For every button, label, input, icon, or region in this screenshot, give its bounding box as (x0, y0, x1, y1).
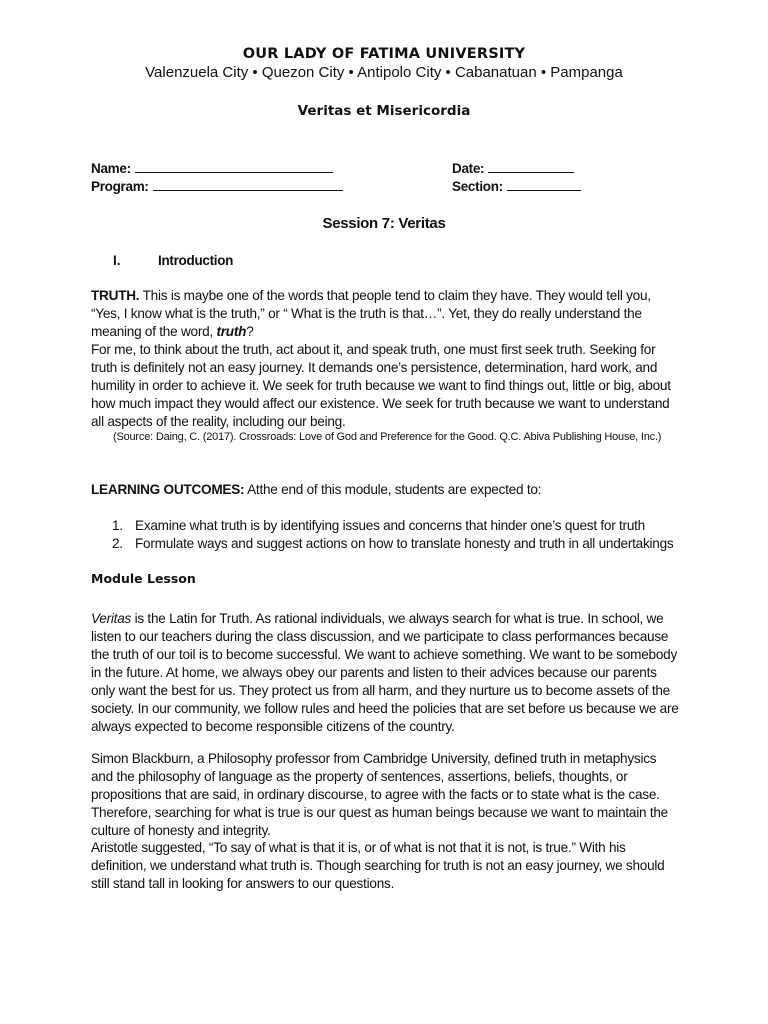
session-title: Session 7: Veritas (322, 215, 446, 232)
veritas-text: is the Latin for Truth. As rational individuals, we always search for what is true. In school, we listen to our teachers during the class discussion, and we participate to class performances because the truth of our toil is to become successful. We want to achieve something. We want to be somebody in the future. At home, we always obey our parents and listen to their advices because our parents only want the best for us. They protect us from all harm, and they nurture us to become assets of the society. In our community, we follow rules and heed the policies that are set before us because we are always expected to become responsible citizens of the country. (91, 611, 679, 734)
list-item (91, 517, 691, 535)
intro-number: I. (113, 253, 121, 268)
date-label: Date: (452, 161, 485, 176)
campus-list: Valenzuela City • Quezon City • Antipolo City • Cabanatuan • Pampanga (145, 64, 623, 81)
outcome-number: 2. (112, 536, 123, 551)
veritas-emphasis: Veritas (91, 611, 132, 626)
list-item (91, 535, 691, 553)
learning-outcomes-lead: Atthe end of this module, students are expected to: (244, 482, 542, 497)
program-field (91, 178, 343, 194)
blackburn-paragraph: Simon Blackburn, a Philosophy professor from Cambridge University, defined truth in metaphysics and the philosophy of language as the property of sentences, assertions, beliefs, thoughts, or propositions that are said, in ordinary discourse, to agree with the facts or to state what is the case. Therefore, searching for what is true is our quest as human beings because we want to maintain the culture of honesty and integrity. (91, 751, 668, 838)
module-lesson-title: Module Lesson (91, 571, 196, 586)
section-label: Section: (452, 179, 503, 194)
university-name: OUR LADY OF FATIMA UNIVERSITY (242, 46, 526, 62)
truth-emphasis: truth (216, 324, 247, 339)
outcome-text: Examine what truth is by identifying issues and concerns that hinder one’s quest for truth (135, 518, 645, 533)
date-field (452, 160, 574, 176)
truth-text-2: ? (246, 324, 254, 339)
name-label: Name: (91, 161, 131, 176)
learning-outcomes-list (91, 517, 691, 553)
truth-lead: TRUTH. (91, 288, 140, 303)
veritas-paragraph (91, 610, 681, 736)
name-field (91, 160, 333, 176)
university-motto: Veritas et Misericordia (297, 103, 471, 119)
learning-outcomes-heading: LEARNING OUTCOMES: (91, 482, 245, 497)
outcome-number: 1. (112, 518, 123, 533)
program-blank-line[interactable] (153, 178, 343, 191)
truth-text-1: This is maybe one of the words that people tend to claim they have. They would tell you, “Yes, I know what is the truth,” or “ What is the truth is that…”. Yet, they do really understand the meaning of the word, (91, 288, 651, 339)
learning-outcomes-intro (91, 482, 541, 497)
truth-paragraph (91, 287, 681, 341)
date-blank-line[interactable] (488, 160, 574, 173)
outcome-text: Formulate ways and suggest actions on how to translate honesty and truth in all undertakings (135, 536, 674, 551)
seek-truth-paragraph: For me, to think about the truth, act about it, and speak truth, one must first seek truth. Seeking for truth is definitely not an easy journey. It demands one’s persistence, determination, hard work, and humility in order to achieve it. We seek for truth because we want to find things out, little or big, about how much impact they would affect our existence. We seek for truth because we want to understand all aspects of the reality, including our being. (91, 342, 671, 429)
section-field (452, 178, 581, 194)
intro-title: Introduction (158, 253, 234, 268)
name-blank-line[interactable] (135, 160, 333, 173)
source-citation: (Source: Daing, C. (2017). Crossroads: Love of God and Preference for the Good. Q.C. Abiva Publishing House, Inc.) (113, 431, 662, 443)
program-label: Program: (91, 179, 149, 194)
aristotle-paragraph: Aristotle suggested, “To say of what is that it is, or of what is not that it is not, is true.” With his definition, we understand what truth is. Though searching for truth is not an easy journey, we should still stand tall in looking for answers to our questions. (91, 840, 665, 891)
section-blank-line[interactable] (507, 178, 581, 191)
